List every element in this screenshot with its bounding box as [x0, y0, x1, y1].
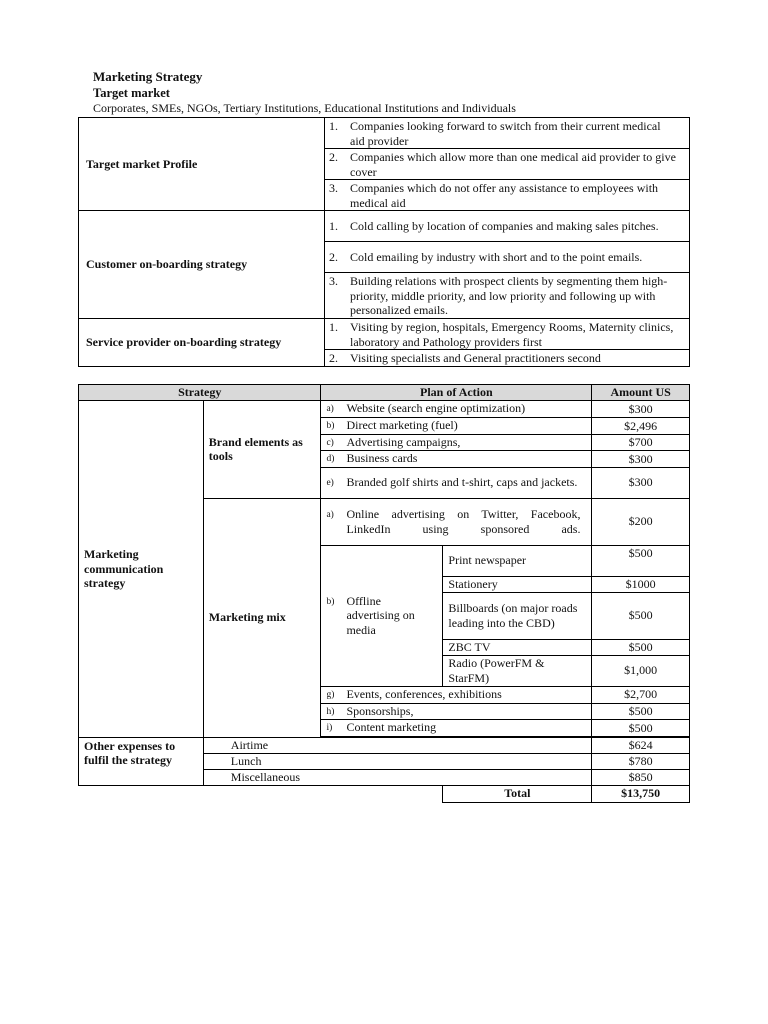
amount-cell: $300 — [592, 451, 690, 468]
table-row: d) Business cards — [321, 451, 592, 468]
budget-table — [78, 384, 690, 803]
amount-cell: $1,000 — [592, 655, 690, 686]
list-item: 2. Visiting specialists and General practitioners second — [325, 350, 690, 367]
list-item: 3. Building relations with prospect clients by segmenting them high-priority, middle priority, and low priority and following up with personalized emails. — [325, 273, 690, 319]
amount-cell: $500 — [592, 545, 690, 576]
list-item: 2. Cold emailing by industry with short and to the point emails. — [325, 242, 690, 273]
table-row: a) Website (search engine optimization) — [321, 401, 592, 418]
list-item: 1. Companies looking forward to switch from their current medical aid provider — [325, 118, 690, 149]
table-row: c) Advertising campaigns, — [321, 434, 592, 451]
amount-cell: $624 — [592, 737, 690, 753]
table-row: b) Direct marketing (fuel) — [321, 418, 592, 435]
total-amount: $13,750 — [592, 785, 690, 802]
amount-cell: $500 — [592, 639, 690, 655]
table-row: a) Online advertising on Twitter, Facebook, LinkedIn using sponsored ads. — [321, 498, 592, 545]
amount-cell: $200 — [592, 498, 690, 545]
category-target-market-profile: Target market Profile — [79, 118, 325, 211]
amount-cell: $500 — [592, 720, 690, 737]
amount-cell: $500 — [592, 592, 690, 639]
table-row: e) Branded golf shirts and t-shirt, caps and jackets. — [321, 467, 592, 498]
document-title: Marketing Strategy — [93, 69, 203, 84]
target-segments: Corporates, SMEs, NGOs, Tertiary Institutions, Educational Institutions and Individuals — [93, 101, 516, 115]
amount-cell: $780 — [592, 753, 690, 769]
table-row: g) Events, conferences, exhibitions — [321, 686, 592, 703]
offline-advertising: b) Offline advertising on media — [321, 545, 443, 686]
header-plan-of-action: Plan of Action — [321, 385, 592, 401]
list-item: 3. Companies which do not offer any assistance to employees with medical aid — [325, 180, 690, 211]
header-strategy: Strategy — [79, 385, 321, 401]
amount-cell: $300 — [592, 401, 690, 418]
marketing-mix-label: Marketing mix — [203, 498, 321, 737]
list-item: 2. Companies which allow more than one medical aid provider to give cover — [325, 149, 690, 180]
table-row: h) Sponsorships, — [321, 703, 592, 720]
brand-elements-label: Brand elements as tools — [203, 401, 321, 499]
table-row: Radio (PowerFM & StarFM) — [443, 655, 592, 686]
profile-table — [78, 117, 690, 367]
amount-cell: $2,496 — [592, 418, 690, 435]
category-customer-onboarding: Customer on-boarding strategy — [79, 211, 325, 319]
amount-cell: $850 — [592, 769, 690, 785]
table-row: Billboards (on major roads leading into the CBD) — [443, 592, 592, 639]
table-row: ZBC TV — [443, 639, 592, 655]
table-row: Stationery — [443, 576, 592, 592]
list-item: 1. Cold calling by location of companies and making sales pitches. — [325, 211, 690, 242]
table-row: Lunch — [203, 753, 591, 769]
table-row: Print newspaper — [443, 545, 592, 576]
section-subtitle: Target market — [93, 86, 170, 100]
amount-cell: $2,700 — [592, 686, 690, 703]
amount-cell: $700 — [592, 434, 690, 451]
table-row: i) Content marketing — [321, 720, 592, 737]
amount-cell: $1000 — [592, 576, 690, 592]
list-item: 1. Visiting by region, hospitals, Emergency Rooms, Maternity clinics, laboratory and Pathology providers first — [325, 319, 690, 350]
total-label: Total — [443, 785, 592, 802]
amount-cell: $300 — [592, 467, 690, 498]
marketing-communication-strategy: Marketing communication strategy — [79, 401, 204, 738]
amount-cell: $500 — [592, 703, 690, 720]
header-amount: Amount US — [592, 385, 690, 401]
table-row: Airtime — [203, 737, 591, 753]
category-service-provider-onboarding: Service provider on-boarding strategy — [79, 319, 325, 367]
other-expenses-label: Other expenses to fulfil the strategy — [79, 737, 204, 785]
table-row: Miscellaneous — [203, 769, 591, 785]
